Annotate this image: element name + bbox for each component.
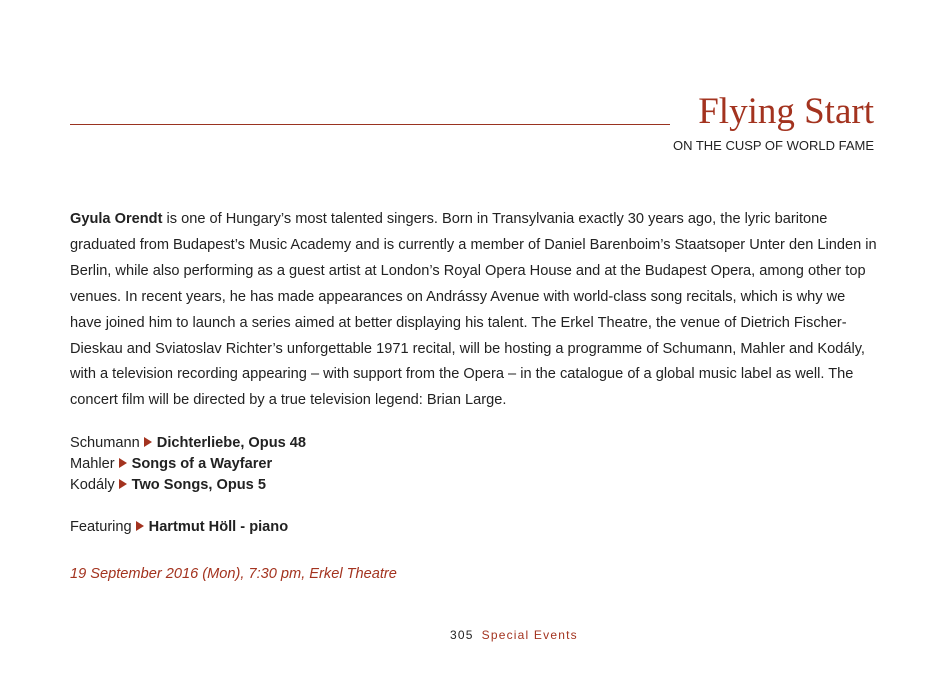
triangle-right-icon bbox=[144, 437, 152, 447]
page-subtitle: ON THE CUSP OF WORLD FAME bbox=[672, 138, 874, 153]
article-body bbox=[70, 207, 878, 414]
header-rule bbox=[70, 124, 670, 125]
program-item bbox=[70, 433, 306, 454]
program-list bbox=[70, 433, 306, 496]
event-date: 19 September 2016 (Mon), 7:30 pm, Erkel Theatre bbox=[70, 566, 397, 582]
program-work: Songs of a Wayfarer bbox=[131, 456, 273, 472]
featuring-label: Featuring bbox=[70, 519, 132, 535]
program-item bbox=[70, 454, 306, 475]
page-title: Flying Start bbox=[698, 91, 874, 132]
article-text: is one of Hungary’s most talented singers. Born in Transylvania exactly 30 years ago, the lyric baritone graduated from Budapest’s Music Academy and is currently a member of Daniel Barenboim’s Staatsoper Unter den Linden in Berlin, while also performing as a guest artist at London’s Royal Opera House and at the Budapest Opera, among other top venues. In recent years, he has made appearances on Andrássy Avenue with world-class song recitals, which is why we have joined him to launch a series aimed at better displaying his talent. The Erkel Theatre, the venue of Dietrich Fischer-Dieskau and Sviatoslav Richter’s unforgettable 1971 recital, will be hosting a programme of Schumann, Mahler and Kodály, with a television recording appearing – with support from the Opera – in the catalogue of a global music label as well. The concert film will be directed by a true television legend: Brian Large. bbox=[70, 211, 877, 409]
featuring-line bbox=[70, 517, 288, 538]
program-item bbox=[70, 475, 306, 496]
program-composer: Mahler bbox=[70, 456, 115, 472]
program-composer: Kodály bbox=[70, 477, 115, 493]
triangle-right-icon bbox=[136, 521, 144, 531]
featuring-performer: Hartmut Höll - piano bbox=[148, 519, 289, 535]
triangle-right-icon bbox=[119, 458, 127, 468]
program-work: Dichterliebe, Opus 48 bbox=[156, 435, 307, 451]
triangle-right-icon bbox=[119, 479, 127, 489]
program-composer: Schumann bbox=[70, 435, 140, 451]
section-name: Special Events bbox=[481, 628, 578, 642]
page-footer bbox=[450, 627, 578, 643]
program-work: Two Songs, Opus 5 bbox=[131, 477, 266, 493]
article-lead-name: Gyula Orendt bbox=[70, 211, 163, 227]
page-number: 305 bbox=[450, 628, 474, 642]
